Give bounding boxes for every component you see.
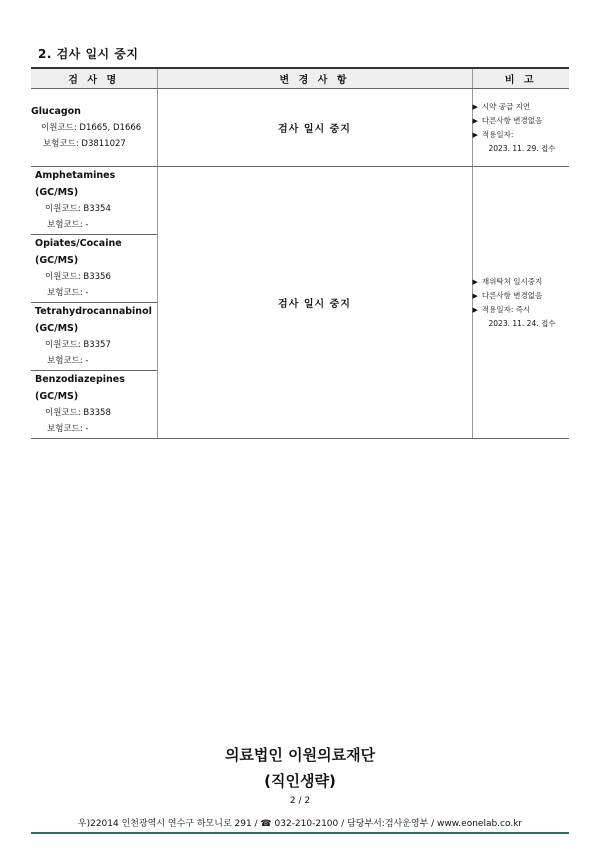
note-item: ▶ 적용일자: — [472, 130, 514, 139]
test-name: Opiates/Cocaine — [35, 238, 122, 249]
eone-code: 이원코드: B3357 — [45, 340, 111, 350]
note-item: ▶ 다른사항 변경없음 — [472, 116, 543, 125]
header-changes: 변 경 사 항 — [157, 68, 472, 89]
organization-name: 의료법인 이원의료재단 — [224, 746, 376, 764]
seal-note: (직인생략) — [264, 772, 336, 790]
table-row — [31, 89, 569, 167]
change-cell: 검사 일시 중지 — [157, 89, 472, 167]
test-method: (GC/MS) — [35, 323, 79, 334]
note-item: ▶ 적용일자: 즉시 — [472, 305, 531, 314]
arrow-right-icon: ▶ — [472, 292, 478, 300]
page-number: 2 / 2 — [289, 796, 311, 806]
insurance-code: 보험코드: D3811027 — [43, 139, 126, 149]
section-title: 2. 검사 일시 중지 — [38, 47, 139, 61]
test-name: Amphetamines — [35, 170, 116, 181]
arrow-right-icon: ▶ — [472, 131, 478, 139]
test-name: Benzodiazepines — [35, 374, 125, 385]
test-entry — [31, 103, 157, 152]
insurance-code: 보험코드: - — [47, 288, 89, 298]
note-item: ▶ 재위탁처 일시중지 — [472, 277, 543, 286]
arrow-right-icon: ▶ — [472, 306, 478, 314]
insurance-code: 보험코드: - — [47, 424, 89, 434]
test-entry — [31, 167, 157, 235]
test-entry — [31, 303, 157, 371]
test-name-cell — [31, 89, 157, 167]
table-header-row — [31, 68, 569, 89]
change-cell: 검사 일시 중지 — [157, 167, 472, 439]
header-notes: 비 고 — [472, 68, 569, 89]
eone-code: 이원코드: D1665, D1666 — [41, 123, 142, 133]
note-cell — [472, 167, 569, 439]
footer-address: 우)22014 인천광역시 연수구 하모니로 291 / ☎ 032-210-2100 / 담당부서:검사운영부 / www.eonelab.co.kr — [77, 819, 523, 829]
test-entry — [31, 371, 157, 438]
note-cell — [472, 89, 569, 167]
test-name: Tetrahydrocannabinol — [35, 306, 152, 317]
table-row — [31, 167, 569, 439]
note-date: 2023. 11. 24. 접수 — [488, 319, 556, 328]
test-entry — [31, 235, 157, 303]
test-method: (GC/MS) — [35, 187, 79, 198]
note-item: ▶ 다른사항 변경없음 — [472, 291, 543, 300]
note-date: 2023. 11. 29. 접수 — [488, 144, 556, 153]
arrow-right-icon: ▶ — [472, 278, 478, 286]
eone-code: 이원코드: B3356 — [45, 272, 111, 282]
footer-divider — [31, 832, 569, 834]
header-test-name: 검 사 명 — [31, 68, 157, 89]
eone-code: 이원코드: B3358 — [45, 408, 111, 418]
insurance-code: 보험코드: - — [47, 356, 89, 366]
test-method: (GC/MS) — [35, 255, 79, 266]
note-item: ▶ 시약 공급 지연 — [472, 102, 531, 111]
test-name: Glucagon — [31, 106, 81, 117]
eone-code: 이원코드: B3354 — [45, 204, 111, 214]
suspension-table — [31, 67, 569, 439]
arrow-right-icon: ▶ — [472, 103, 478, 111]
arrow-right-icon: ▶ — [472, 117, 478, 125]
insurance-code: 보험코드: - — [47, 220, 89, 230]
test-method: (GC/MS) — [35, 391, 79, 402]
test-name-cell — [31, 167, 157, 439]
